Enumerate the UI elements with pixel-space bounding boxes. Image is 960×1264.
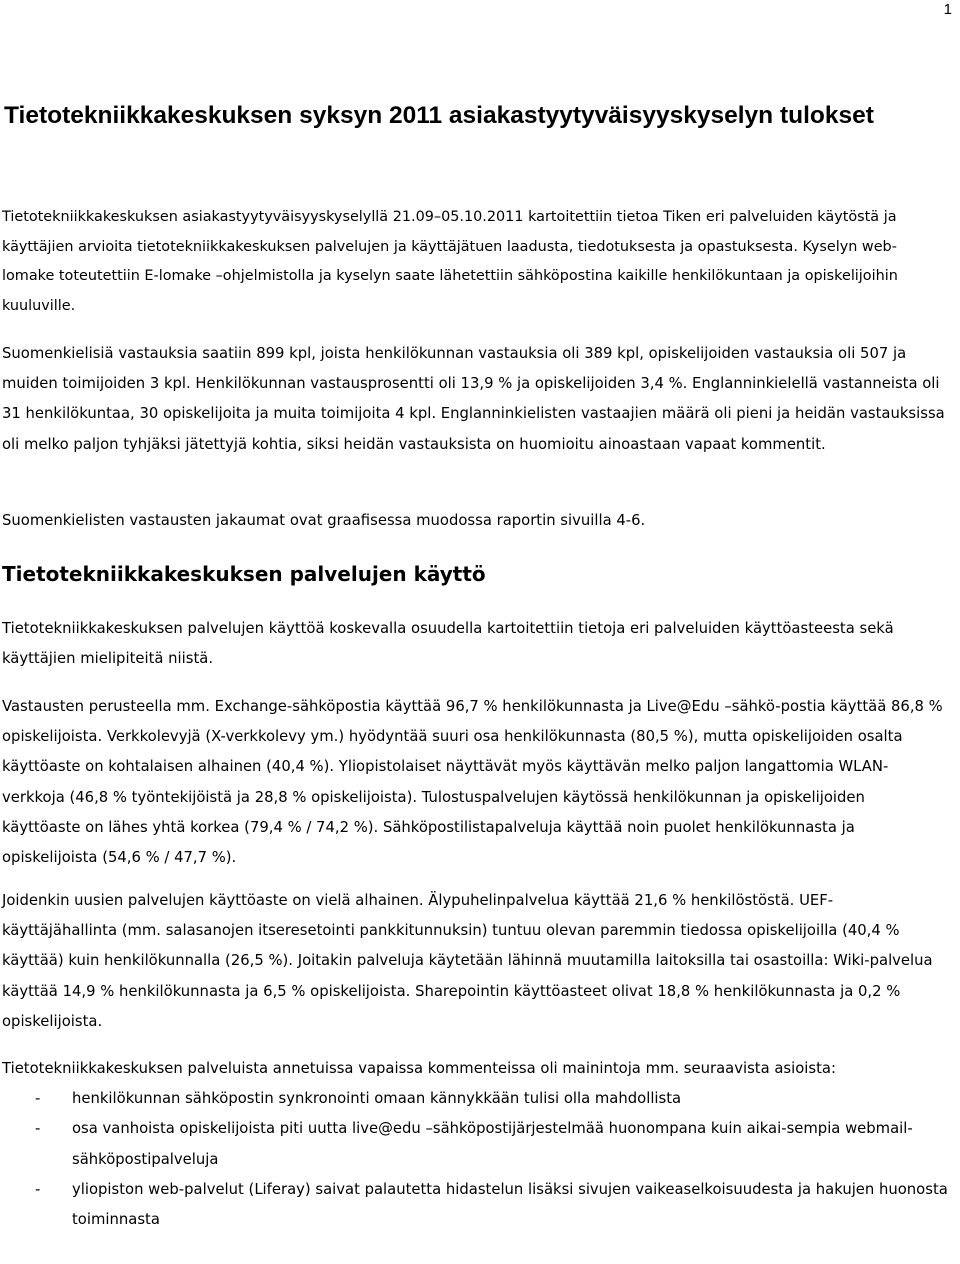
section-heading: Tietotekniikkakeskuksen palvelujen käyttö (2, 562, 486, 586)
usage-block (2, 692, 948, 873)
new-services-paragraph: Joidenkin uusien palvelujen käyttöaste on vielä alhainen. Älypuhelinpalvelua käyttää 21,6 % henkilöstöstä. UEF-käyttäjähallinta (mm. salasanojen itseresetointi pankkitunnuksin) tuntuu olevan paremmin tiedossa opiskelijoilla (40,4 % käyttää) kuin henkilökunnalla (26,5 %). Joitakin palveluja käytetään lähinnä muutamilla laitoksilla tai osastoilla: Wiki-palvelua käyttää 14,9 % henkilökunnasta ja 6,5 % opiskelijoista. Sharepointin käyttöasteet olivat 18,8 % henkilökunnasta ja 0,2 % opiskelijoista. (2, 892, 933, 1030)
comments-block (2, 1054, 948, 1235)
list-item: - yliopiston web-palvelut (Liferay) saivat palautetta hidastelun lisäksi sivujen vaikeaselkoisuudesta ja hakujen huonosta toiminnasta (2, 1175, 948, 1235)
document-title: Tietotekniikkakeskuksen syksyn 2011 asiakastyytyväisyyskyselyn tulokset (4, 102, 874, 129)
responses-block (2, 339, 948, 460)
comments-intro-paragraph: Tietotekniikkakeskuksen palveluista annetuissa vapaissa kommenteissa oli mainintoja mm. seuraavista asioista: (2, 1060, 836, 1077)
list-item: - osa vanhoista opiskelijoista piti uutta live@edu –sähköpostijärjestelmää huonompana kuin aikai-sempia webmail-sähköpostipalveluja (2, 1114, 948, 1174)
intro-paragraph: Tietotekniikkakeskuksen asiakastyytyväisyyskyselyllä 21.09–05.10.2011 kartoitettiin tietoa Tiken eri palveluiden käytöstä ja käyttäjien arvioita tietotekniikkakeskuksen palvelujen ja käyttäjätuen laadusta, tiedotuksesta ja opastuksesta. Kyselyn web-lomake toteutettiin E-lomake –ohjelmistolla ja kyselyn saate lähetettiin sähköpostina kaikille henkilökuntaan ja opiskelijoihin kuuluville. (2, 209, 898, 314)
section-intro-block (2, 614, 948, 674)
new-services-block (2, 886, 948, 1037)
distribution-note: Suomenkielisten vastausten jakaumat ovat graafisessa muodossa raportin sivuilla 4-6. (2, 512, 646, 529)
section-intro-paragraph: Tietotekniikkakeskuksen palvelujen käyttöä koskevalla osuudella kartoitettiin tietoja eri palveluiden käyttöasteesta sekä käyttäjien mielipiteitä niistä. (2, 620, 894, 668)
comments-list (2, 1084, 948, 1235)
usage-paragraph: Vastausten perusteella mm. Exchange-sähköpostia käyttää 96,7 % henkilökunnasta ja Live@Edu –sähkö-postia käyttää 86,8 % opiskelijoista. Verkkolevyjä (X-verkkolevy ym.) hyödyntää suuri osa henkilökunnasta (80,5 %), mutta opiskelijoiden osalta käyttöaste on kohtalaisen alhainen (40,4 %). Yliopistolaiset näyttävät myös käyttävän melko paljon langattomia WLAN-verkkoja (46,8 % työntekijöistä ja 28,8 % opiskelijoista). Tulostuspalvelujen käytössä henkilökunnan ja opiskelijoiden käyttöaste on lähes yhtä korkea (79,4 % / 74,2 %). Sähköpostilistapalveluja käyttää noin puolet henkilökunnasta ja opiskelijoista (54,6 % / 47,7 %). (2, 698, 943, 867)
page-number: 1 (943, 1, 952, 18)
list-item: - henkilökunnan sähköpostin synkronointi omaan kännykkään tulisi olla mahdollista (2, 1084, 948, 1114)
distribution-note-block (2, 506, 948, 536)
responses-paragraph: Suomenkielisiä vastauksia saatiin 899 kpl, joista henkilökunnan vastauksia oli 389 kpl, opiskelijoiden vastauksia oli 507 ja muiden toimijoiden 3 kpl. Henkilökunnan vastausprosentti oli 13,9 % ja opiskelijoiden 3,4 %. Englanninkielellä vastanneista oli 31 henkilökuntaa, 30 opiskelijoita ja muita toimijoita 4 kpl. Englanninkielisten vastaajien määrä oli pieni ja heidän vastauksissa oli melko paljon tyhjäksi jätettyjä kohtia, siksi heidän vastauksista on huomioitu ainoastaan vapaat kommentit. (2, 345, 945, 453)
